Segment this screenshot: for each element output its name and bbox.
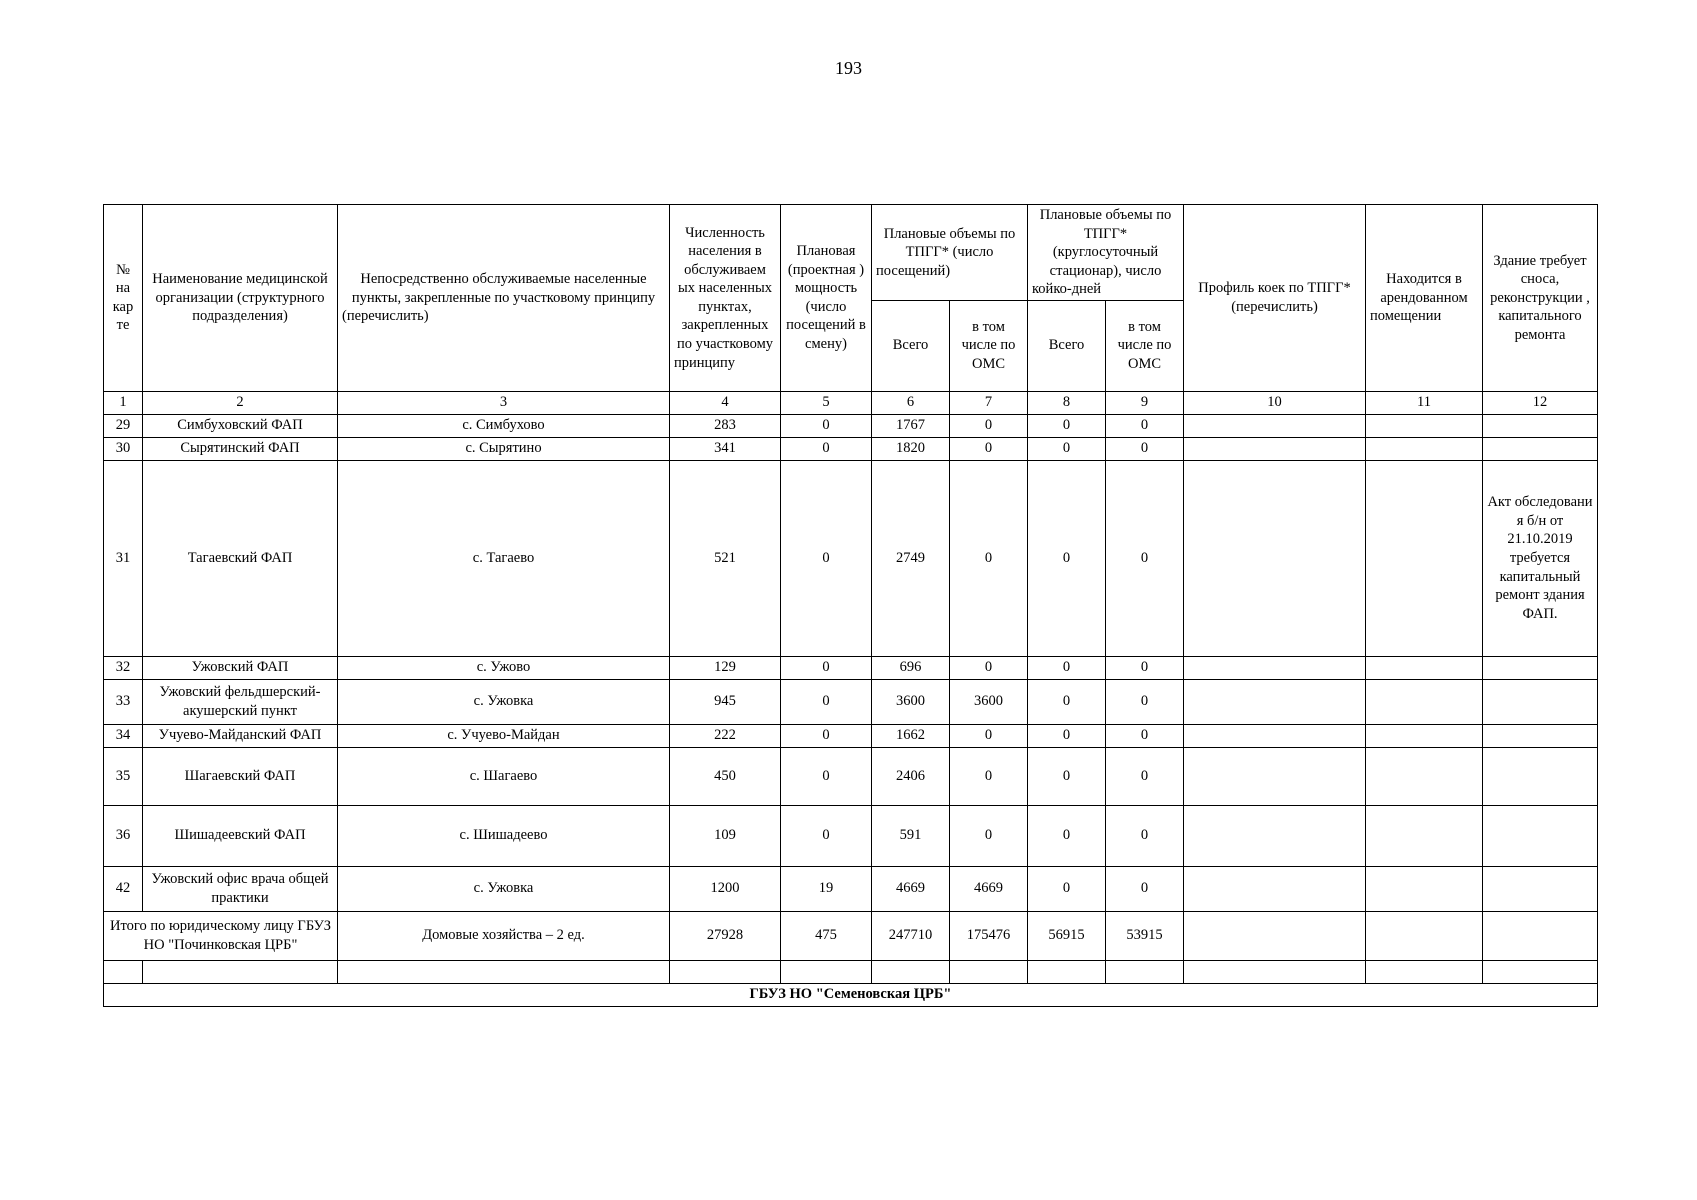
capacity: 0 [781, 679, 872, 724]
total-beds: 56915 [1028, 911, 1106, 960]
capacity: 0 [781, 437, 872, 460]
settlements: с. Симбухово [338, 414, 670, 437]
rented [1366, 460, 1483, 656]
header-visits-oms: в том числе по ОМС [950, 300, 1028, 391]
beds-oms: 0 [1106, 437, 1184, 460]
total-capacity: 475 [781, 911, 872, 960]
beds-total: 0 [1028, 656, 1106, 679]
visits-oms: 0 [950, 414, 1028, 437]
facility-name: Тагаевский ФАП [143, 460, 338, 656]
repair-note [1483, 866, 1598, 911]
header-beds-group: Плановые объемы по ТПГГ* (круглосуточный стационар), число койко-дней [1028, 205, 1184, 301]
rented [1366, 656, 1483, 679]
visits-oms: 0 [950, 805, 1028, 866]
population: 341 [670, 437, 781, 460]
settlements: с. Шагаево [338, 747, 670, 805]
rented [1366, 414, 1483, 437]
visits-total: 2406 [872, 747, 950, 805]
header-repair: Здание требует сноса, реконструкции , капитального ремонта [1483, 205, 1598, 392]
settlements: с. Сырятино [338, 437, 670, 460]
table-row [104, 679, 1598, 724]
blank-cell [1366, 960, 1483, 983]
table-row [104, 805, 1598, 866]
column-number: 7 [950, 391, 1028, 414]
table-row [104, 656, 1598, 679]
capacity: 0 [781, 656, 872, 679]
row-number: 29 [104, 414, 143, 437]
blank-cell [1184, 960, 1366, 983]
header-beds-oms: в том числе по ОМС [1106, 300, 1184, 391]
beds-oms: 0 [1106, 414, 1184, 437]
population: 521 [670, 460, 781, 656]
facilities-table [103, 204, 1598, 1007]
beds-oms: 0 [1106, 679, 1184, 724]
beds-total: 0 [1028, 679, 1106, 724]
blank-cell [143, 960, 338, 983]
beds-oms: 0 [1106, 460, 1184, 656]
beds-oms: 0 [1106, 656, 1184, 679]
facility-name: Шагаевский ФАП [143, 747, 338, 805]
column-number: 10 [1184, 391, 1366, 414]
row-number: 31 [104, 460, 143, 656]
facility-name: Шишадеевский ФАП [143, 805, 338, 866]
population: 1200 [670, 866, 781, 911]
column-number: 4 [670, 391, 781, 414]
total-rented [1366, 911, 1483, 960]
capacity: 0 [781, 414, 872, 437]
row-number: 35 [104, 747, 143, 805]
bed-profile [1184, 747, 1366, 805]
blank-cell [950, 960, 1028, 983]
rented [1366, 747, 1483, 805]
header-rented: Находится в арендованном помещении [1366, 205, 1483, 392]
header-map-number: № на кар те [104, 205, 143, 392]
column-number: 6 [872, 391, 950, 414]
blank-cell [872, 960, 950, 983]
beds-oms: 0 [1106, 724, 1184, 747]
population: 222 [670, 724, 781, 747]
visits-oms: 0 [950, 724, 1028, 747]
bed-profile [1184, 724, 1366, 747]
repair-note [1483, 656, 1598, 679]
total-label: Итого по юридическому лицу ГБУЗ НО "Починковская ЦРБ" [104, 911, 338, 960]
beds-total: 0 [1028, 724, 1106, 747]
row-number: 36 [104, 805, 143, 866]
header-capacity: Плановая (проектная ) мощность (число посещений в смену) [781, 205, 872, 392]
visits-oms: 0 [950, 747, 1028, 805]
settlements: с. Учуево-Майдан [338, 724, 670, 747]
facility-name: Ужовский ФАП [143, 656, 338, 679]
blank-cell [104, 960, 143, 983]
capacity: 0 [781, 805, 872, 866]
bed-profile [1184, 679, 1366, 724]
visits-oms: 0 [950, 437, 1028, 460]
header-row [104, 205, 1598, 301]
total-settlements: Домовые хозяйства – 2 ед. [338, 911, 670, 960]
rented [1366, 805, 1483, 866]
bed-profile [1184, 414, 1366, 437]
facility-name: Учуево-Майданский ФАП [143, 724, 338, 747]
capacity: 0 [781, 724, 872, 747]
blank-cell [338, 960, 670, 983]
beds-total: 0 [1028, 866, 1106, 911]
capacity: 0 [781, 460, 872, 656]
column-number: 5 [781, 391, 872, 414]
visits-total: 4669 [872, 866, 950, 911]
repair-note [1483, 679, 1598, 724]
column-number: 1 [104, 391, 143, 414]
header-settlements: Непосредственно обслуживаемые населенные пункты, закрепленные по участковому принципу (перечислить) [338, 205, 670, 392]
capacity: 0 [781, 747, 872, 805]
population: 945 [670, 679, 781, 724]
beds-oms: 0 [1106, 747, 1184, 805]
row-number: 32 [104, 656, 143, 679]
blank-row [104, 960, 1598, 983]
beds-total: 0 [1028, 805, 1106, 866]
beds-total: 0 [1028, 414, 1106, 437]
visits-oms: 4669 [950, 866, 1028, 911]
beds-oms: 0 [1106, 866, 1184, 911]
column-number: 9 [1106, 391, 1184, 414]
total-row [104, 911, 1598, 960]
bed-profile [1184, 866, 1366, 911]
visits-total: 696 [872, 656, 950, 679]
visits-oms: 0 [950, 460, 1028, 656]
population: 283 [670, 414, 781, 437]
table-row [104, 724, 1598, 747]
header-org-name: Наименование медицинской организации (структурного подразделения) [143, 205, 338, 392]
repair-note [1483, 414, 1598, 437]
table-row [104, 866, 1598, 911]
row-number: 34 [104, 724, 143, 747]
visits-total: 1820 [872, 437, 950, 460]
blank-cell [1028, 960, 1106, 983]
bed-profile [1184, 460, 1366, 656]
row-number: 33 [104, 679, 143, 724]
facility-name: Ужовский офис врача общей практики [143, 866, 338, 911]
total-visits: 247710 [872, 911, 950, 960]
header-population: Численность населения в обслуживаем ых населенных пунктах, закрепленных по участковому принципу [670, 205, 781, 392]
settlements: с. Ужовка [338, 679, 670, 724]
table-row [104, 414, 1598, 437]
column-number-row [104, 391, 1598, 414]
total-beds-oms: 53915 [1106, 911, 1184, 960]
section-title: ГБУЗ НО "Семеновская ЦРБ" [104, 983, 1598, 1006]
total-visits-oms: 175476 [950, 911, 1028, 960]
repair-note: Акт обследовани я б/н от 21.10.2019 требуется капитальный ремонт здания ФАП. [1483, 460, 1598, 656]
blank-cell [781, 960, 872, 983]
header-visits-group: Плановые объемы по ТПГГ* (число посещений) [872, 205, 1028, 301]
column-number: 3 [338, 391, 670, 414]
column-number: 8 [1028, 391, 1106, 414]
facility-name: Ужовский фельдшерский-акушерский пункт [143, 679, 338, 724]
blank-cell [670, 960, 781, 983]
beds-total: 0 [1028, 747, 1106, 805]
rented [1366, 724, 1483, 747]
rented [1366, 679, 1483, 724]
visits-total: 1662 [872, 724, 950, 747]
population: 129 [670, 656, 781, 679]
table-row [104, 747, 1598, 805]
bed-profile [1184, 805, 1366, 866]
settlements: с. Шишадеево [338, 805, 670, 866]
header-beds-total: Всего [1028, 300, 1106, 391]
settlements: с. Ужово [338, 656, 670, 679]
beds-oms: 0 [1106, 805, 1184, 866]
column-number: 12 [1483, 391, 1598, 414]
bed-profile [1184, 437, 1366, 460]
visits-total: 3600 [872, 679, 950, 724]
column-number: 2 [143, 391, 338, 414]
table-row [104, 437, 1598, 460]
rented [1366, 866, 1483, 911]
visits-total: 1767 [872, 414, 950, 437]
facility-name: Сырятинский ФАП [143, 437, 338, 460]
beds-total: 0 [1028, 460, 1106, 656]
settlements: с. Ужовка [338, 866, 670, 911]
repair-note [1483, 437, 1598, 460]
visits-total: 2749 [872, 460, 950, 656]
page-number: 193 [835, 58, 862, 78]
visits-oms: 3600 [950, 679, 1028, 724]
population: 109 [670, 805, 781, 866]
header-visits-total: Всего [872, 300, 950, 391]
column-number: 11 [1366, 391, 1483, 414]
repair-note [1483, 747, 1598, 805]
blank-cell [1106, 960, 1184, 983]
visits-oms: 0 [950, 656, 1028, 679]
section-row [104, 983, 1598, 1006]
population: 450 [670, 747, 781, 805]
table-row [104, 460, 1598, 656]
blank-cell [1483, 960, 1598, 983]
row-number: 42 [104, 866, 143, 911]
total-population: 27928 [670, 911, 781, 960]
row-number: 30 [104, 437, 143, 460]
total-profile [1184, 911, 1366, 960]
bed-profile [1184, 656, 1366, 679]
settlements: с. Тагаево [338, 460, 670, 656]
beds-total: 0 [1028, 437, 1106, 460]
visits-total: 591 [872, 805, 950, 866]
repair-note [1483, 805, 1598, 866]
facility-name: Симбуховский ФАП [143, 414, 338, 437]
capacity: 19 [781, 866, 872, 911]
total-repair [1483, 911, 1598, 960]
rented [1366, 437, 1483, 460]
repair-note [1483, 724, 1598, 747]
header-bed-profile: Профиль коек по ТПГГ* (перечислить) [1184, 205, 1366, 392]
